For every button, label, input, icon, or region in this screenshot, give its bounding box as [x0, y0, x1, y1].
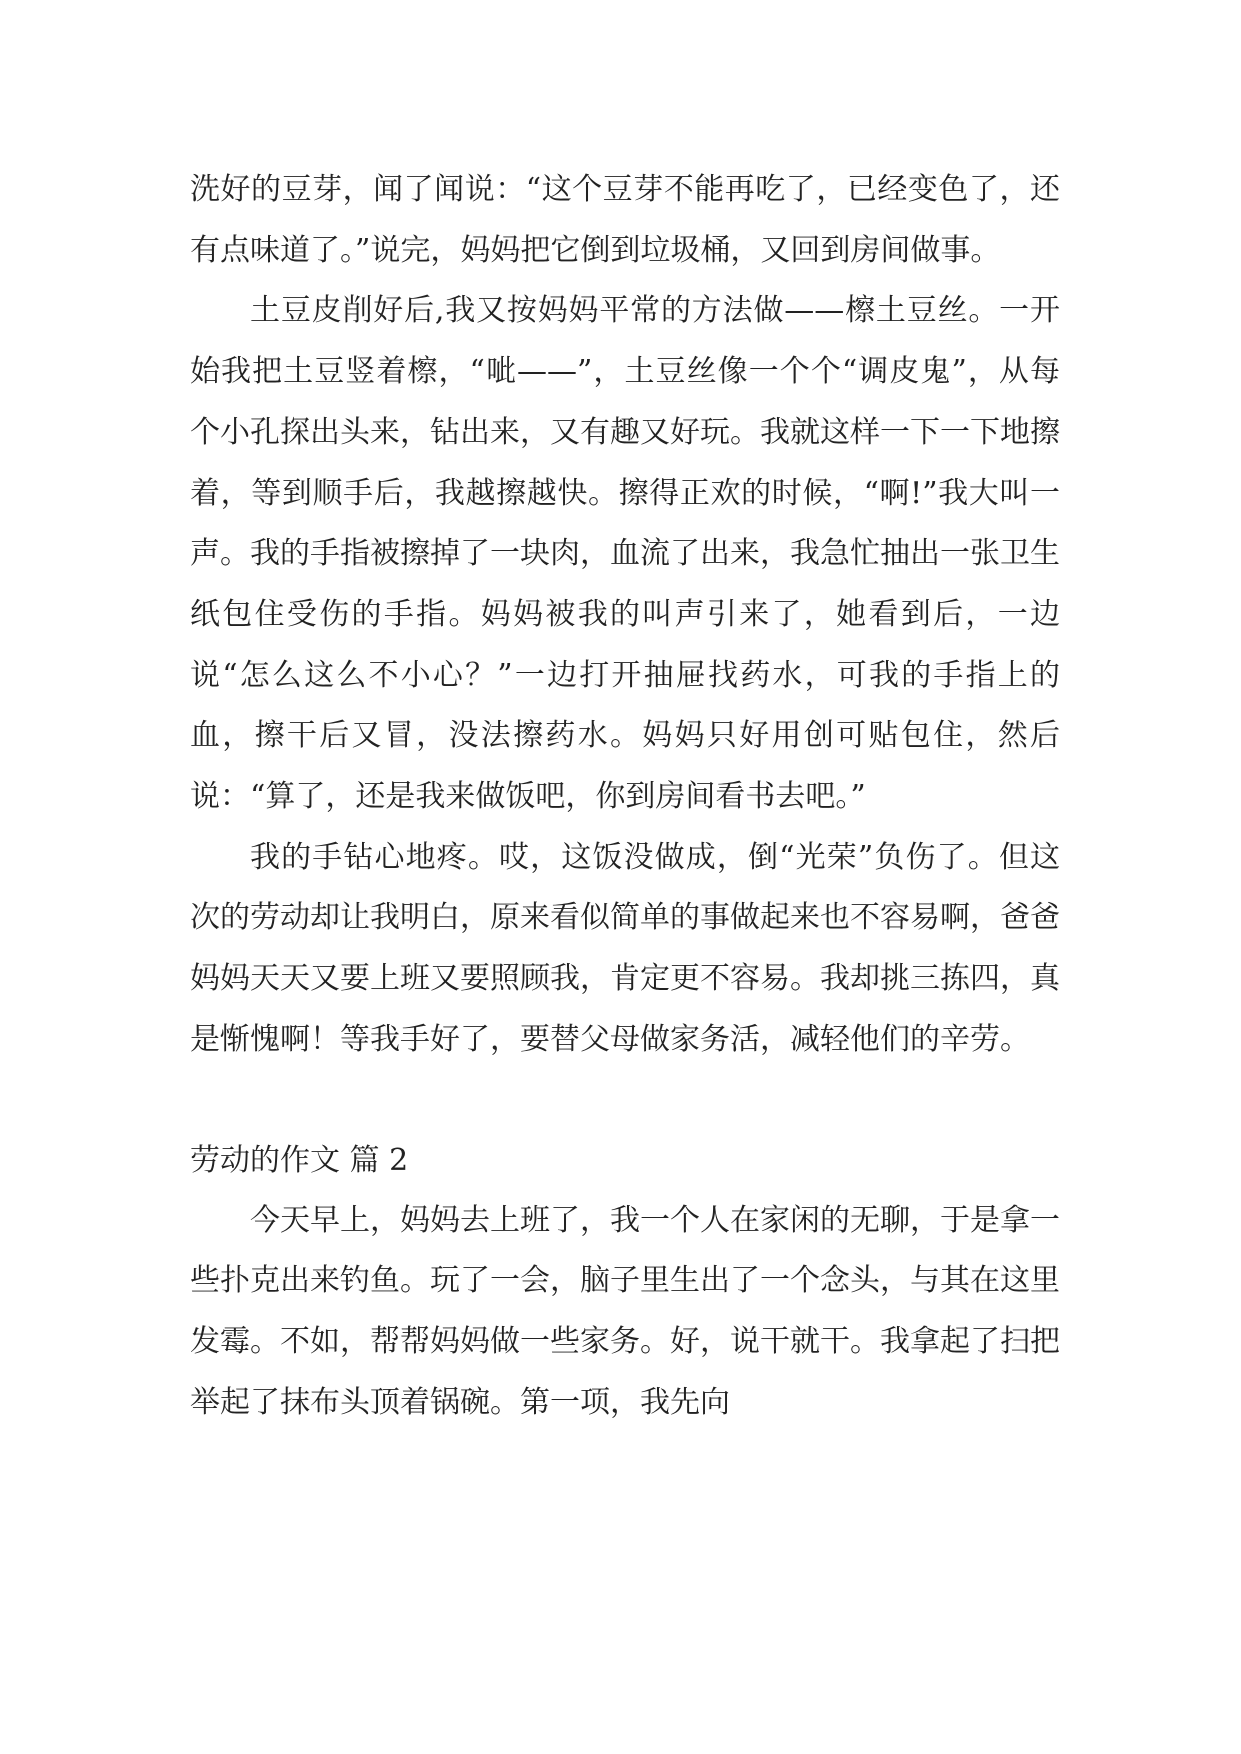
paragraph: 我的手钻心地疼。哎，这饭没做成，倒“光荣”负伤了。但这次的劳动却让我明白，原来看似简单的事做起来也不容易啊，爸爸妈妈天天又要上班又要照顾我，肯定更不容易。我却挑三拣四，真是惭愧啊！等我手好了，要替父母做家务活，减轻他们的辛劳。: [190, 839, 1060, 1057]
paragraph: 今天早上，妈妈去上班了，我一个人在家闲的无聊，于是拿一些扑克出来钓鱼。玩了一会，脑子里生出了一个念头，与其在这里发霉。不如，帮帮妈妈做一些家务。好，说干就干。我拿起了扫把举起了抹布头顶着锅碗。第一项，我先向: [190, 1202, 1060, 1420]
paragraph: 洗好的豆芽，闻了闻说：“这个豆芽不能再吃了，已经变色了，还有点味道了。”说完，妈妈把它倒到垃圾桶，又回到房间做事。: [190, 172, 1060, 268]
section-title: 劳动的作文 篇 2: [190, 1142, 409, 1178]
paragraph: 土豆皮削好后,我又按妈妈平常的方法做——檫土豆丝。一开始我把土豆竖着檫，“呲——”，土豆丝像一个个“调皮鬼”，从每个小孔探出头来，钻出来，又有趣又好玩。我就这样一下一下地擦着，等到顺手后，我越擦越快。擦得正欢的时候，“啊!”我大叫一声。我的手指被擦掉了一块肉，血流了出来，我急忙抽出一张卫生纸包住受伤的手指。妈妈被我的叫声引来了，她看到后，一边说“怎么这么不小心？”一边打开抽屉找药水，可我的手指上的血，擦干后又冒，没法擦药水。妈妈只好用创可贴包住，然后说：“算了，还是我来做饭吧，你到房间看书去吧。”: [190, 293, 1060, 815]
document-page: [190, 160, 1060, 1433]
